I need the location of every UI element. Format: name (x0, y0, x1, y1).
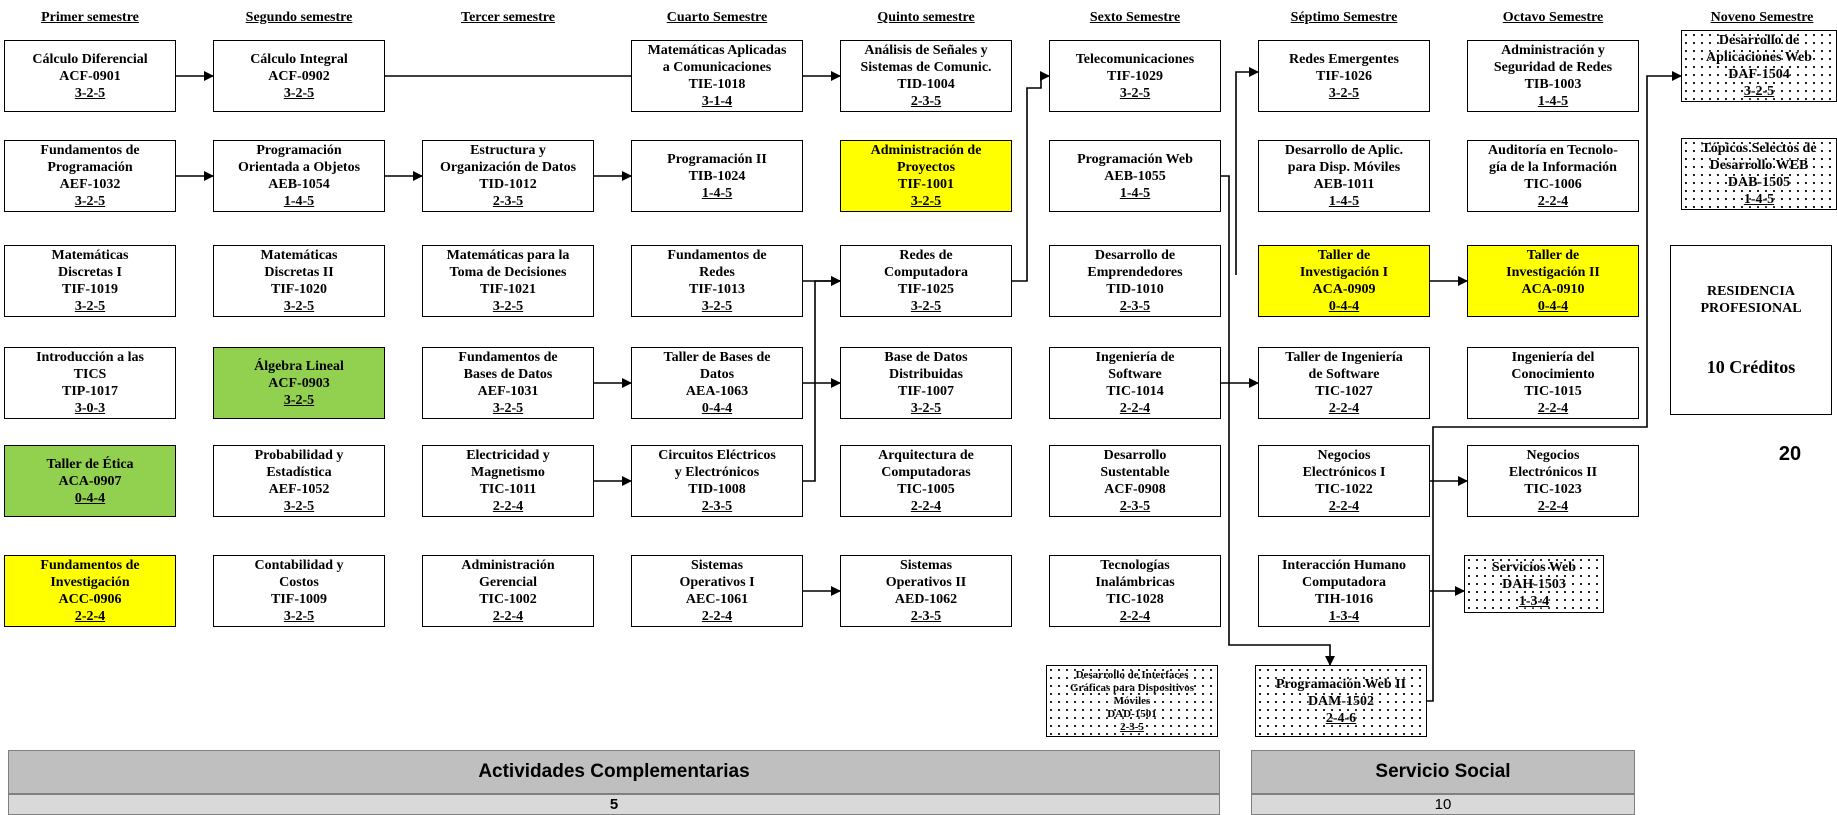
course-code: TIB-1003 (1524, 77, 1582, 92)
course-content (632, 42, 802, 110)
course-box (1049, 445, 1221, 517)
course-credits: 2-2-4 (1328, 499, 1360, 514)
course-title: Taller de Investigación II (1506, 248, 1600, 280)
course-credits: 1-4-5 (283, 194, 315, 209)
course-content (1050, 557, 1220, 625)
course-box (4, 347, 176, 419)
course-content (1468, 349, 1638, 417)
servicio-title: Servicio Social (1251, 750, 1635, 794)
course-credits: 3-2-5 (74, 194, 106, 209)
course-title: Matemáticas Discretas II (260, 248, 338, 280)
course-content (632, 447, 802, 515)
course-title: Redes Emergentes (1288, 51, 1400, 67)
course-code: TID-1004 (897, 77, 955, 92)
course-box (1049, 40, 1221, 112)
course-title: Programación II (667, 151, 767, 167)
course-box (1464, 555, 1604, 613)
course-content (1259, 557, 1429, 625)
course-content (5, 142, 175, 210)
course-title: Contabilidad y Costos (254, 558, 344, 590)
course-credits: 2-3-5 (910, 94, 942, 109)
course-title: Servicios Web (1491, 559, 1577, 575)
course-box (1681, 138, 1837, 210)
course-code: TIF-1001 (898, 177, 954, 192)
course-box (840, 445, 1012, 517)
course-credits: 0-4-4 (1537, 299, 1569, 314)
residencia-box (1670, 245, 1832, 415)
course-content (1682, 140, 1836, 208)
course-box (1467, 245, 1639, 317)
course-code: DAD-1501 (1107, 707, 1157, 720)
course-code: AEB-1011 (1313, 177, 1375, 192)
course-box (1467, 445, 1639, 517)
course-box (4, 140, 176, 212)
course-box (1467, 347, 1639, 419)
semester-header-6: Sexto Semestre (1089, 10, 1181, 25)
course-code: TIC-1023 (1524, 482, 1582, 497)
course-code: AEA-1063 (685, 384, 749, 399)
course-code: TID-1008 (688, 482, 746, 497)
course-credits: 2-3-5 (910, 609, 942, 624)
course-code: AEF-1031 (477, 384, 539, 399)
course-title: Administración Gerencial (461, 558, 555, 590)
course-title: Ingeniería del Conocimiento (1511, 350, 1595, 382)
course-title: Base de Datos Distribuidas (884, 350, 968, 382)
course-code: TID-1012 (479, 177, 537, 192)
course-content (423, 247, 593, 315)
course-content (1259, 247, 1429, 315)
course-title: Taller de Investigación I (1299, 248, 1389, 280)
course-credits: 2-2-4 (701, 609, 733, 624)
course-credits: 2-3-5 (1119, 299, 1151, 314)
course-credits: 3-2-5 (283, 299, 315, 314)
course-box (840, 40, 1012, 112)
course-code: AEB-1055 (1104, 168, 1166, 184)
course-credits: 2-2-4 (492, 609, 524, 624)
course-content (214, 247, 384, 315)
course-box (4, 245, 176, 317)
course-title: Telecomunicaciones (1075, 51, 1195, 67)
course-box (4, 40, 176, 112)
course-code: TIP-1017 (62, 384, 118, 399)
course-content (1047, 669, 1217, 734)
course-title: Desarrollo de Emprendedores (1087, 248, 1183, 280)
course-box (631, 555, 803, 627)
course-content (5, 456, 175, 507)
residencia-title: RESIDENCIA PROFESIONAL (1700, 283, 1802, 316)
course-credits: 3-0-3 (74, 401, 106, 416)
course-content (841, 557, 1011, 625)
course-credits: 1-3-4 (1518, 593, 1550, 609)
course-credits: 1-4-5 (1119, 185, 1151, 201)
course-code: TIC-1028 (1106, 592, 1164, 607)
course-title: Matemáticas para la Toma de Decisiones (446, 248, 570, 280)
course-title: Taller de Ingeniería de Software (1285, 350, 1403, 382)
course-title: Desarrollo Sustentable (1100, 448, 1170, 480)
course-box (631, 140, 803, 212)
course-title: Fundamentos de Bases de Datos (458, 350, 558, 382)
actividades-title: Actividades Complementarias (8, 750, 1220, 794)
course-credits: 2-3-5 (701, 499, 733, 514)
course-code: ACA-0909 (1312, 282, 1376, 297)
course-box (422, 140, 594, 212)
course-box (1258, 555, 1430, 627)
course-title: Electricidad y Magnetismo (466, 448, 550, 480)
course-code: TIC-1027 (1315, 384, 1373, 399)
course-box (1467, 40, 1639, 112)
course-credits: 1-4-5 (1328, 194, 1360, 209)
course-code: DAF-1504 (1728, 67, 1790, 82)
course-title: Cálculo Diferencial (32, 51, 148, 67)
course-box (1258, 445, 1430, 517)
course-title: Negocios Electrónicos I (1302, 448, 1386, 480)
course-title: Desarrollo de Aplicaciones Web (1706, 33, 1812, 65)
course-title: Redes de Computadora (883, 248, 968, 280)
course-code: DAH-1503 (1502, 576, 1566, 592)
course-code: ACF-0903 (268, 375, 330, 391)
course-content (1468, 247, 1638, 315)
course-content (214, 142, 384, 210)
course-content (1050, 247, 1220, 315)
course-content (423, 447, 593, 515)
course-credits: 3-2-5 (910, 194, 942, 209)
course-code: TIF-1009 (271, 592, 327, 607)
course-code: ACA-0907 (58, 473, 122, 489)
course-title: Probabilidad y Estadística (254, 448, 344, 480)
course-content (841, 247, 1011, 315)
course-title: Taller de Ética (46, 456, 134, 472)
course-title: Análisis de Señales y Sistemas de Comunic. (860, 43, 992, 75)
course-title: Negocios Electrónicos II (1508, 448, 1598, 480)
course-code: DAB-1505 (1727, 175, 1791, 190)
course-title: Álgebra Lineal (254, 358, 344, 374)
course-title: Administración y Seguridad de Redes (1493, 43, 1613, 75)
course-code: AEF-1032 (59, 177, 121, 192)
semester-header-8: Octavo Semestre (1502, 10, 1604, 25)
course-content (632, 349, 802, 417)
course-box (1046, 665, 1218, 737)
course-credits: 3-2-5 (74, 299, 106, 314)
semester-header-4: Cuarto Semestre (666, 10, 768, 25)
residencia-content (1671, 283, 1831, 378)
course-credits: 2-2-4 (1119, 609, 1151, 624)
course-code: DAM-1502 (1307, 693, 1375, 709)
course-credits: 2-2-4 (1119, 401, 1151, 416)
course-box (422, 445, 594, 517)
course-credits: 1-3-4 (1328, 609, 1360, 624)
course-code: ACF-0908 (1104, 482, 1166, 497)
course-content (1465, 559, 1603, 610)
course-content (1259, 447, 1429, 515)
course-content (1682, 32, 1836, 100)
course-box (422, 347, 594, 419)
course-box (1049, 140, 1221, 212)
course-credits: 3-2-5 (283, 392, 315, 408)
course-box (422, 245, 594, 317)
course-content (1468, 447, 1638, 515)
course-code: ACF-0901 (59, 68, 121, 84)
course-box (1258, 245, 1430, 317)
course-title: Sistemas Operativos II (885, 558, 967, 590)
course-code: TIF-1021 (480, 282, 536, 297)
course-box (840, 555, 1012, 627)
course-credits: 2-2-4 (74, 609, 106, 624)
course-title: Circuitos Eléctricos y Electrónicos (658, 448, 776, 480)
course-content (5, 349, 175, 417)
course-box (631, 347, 803, 419)
course-content (423, 349, 593, 417)
course-box (213, 555, 385, 627)
course-code: TIC-1005 (897, 482, 955, 497)
course-content (632, 151, 802, 202)
course-credits: 2-2-4 (910, 499, 942, 514)
course-title: Fundamentos de Investigación (40, 558, 140, 590)
course-title: Fundamentos de Redes (667, 248, 767, 280)
course-code: TIC-1006 (1524, 177, 1582, 192)
course-title: Sistemas Operativos I (679, 558, 755, 590)
course-credits: 2-3-5 (1119, 499, 1151, 514)
course-box (213, 40, 385, 112)
course-code: TIF-1026 (1316, 68, 1372, 84)
course-title: Taller de Bases de Datos (663, 350, 771, 382)
course-credits: 2-4-6 (1325, 710, 1357, 726)
course-content (214, 447, 384, 515)
course-code: AED-1062 (894, 592, 958, 607)
semester-header-1: Primer semestre (41, 10, 139, 25)
course-content (841, 349, 1011, 417)
course-credits: 2-3-5 (1120, 720, 1144, 733)
course-content (1468, 142, 1638, 210)
course-code: TIC-1015 (1524, 384, 1582, 399)
course-box (213, 445, 385, 517)
course-credits: 3-1-4 (701, 94, 733, 109)
course-content (841, 42, 1011, 110)
course-credits: 3-2-5 (283, 609, 315, 624)
actividades-value: 5 (8, 794, 1220, 815)
course-code: TIC-1022 (1315, 482, 1373, 497)
course-content (5, 247, 175, 315)
course-code: TIF-1020 (271, 282, 327, 297)
semester-header-2: Segundo semestre (245, 10, 353, 25)
course-box (213, 140, 385, 212)
course-credits: 3-2-5 (910, 401, 942, 416)
course-content (214, 557, 384, 625)
course-credits: 3-2-5 (492, 401, 524, 416)
course-box (1049, 347, 1221, 419)
course-content (1259, 142, 1429, 210)
course-code: TIB-1024 (688, 168, 746, 184)
course-credits: 2-2-4 (1537, 194, 1569, 209)
course-box (631, 445, 803, 517)
course-content (1259, 51, 1429, 102)
course-box (1258, 140, 1430, 212)
course-content (1050, 447, 1220, 515)
course-code: ACF-0902 (268, 68, 330, 84)
course-credits: 1-4-5 (1743, 192, 1775, 207)
course-title: Matemáticas Aplicadas a Comunicaciones (647, 43, 787, 75)
course-content (1050, 349, 1220, 417)
course-title: Interacción Humano Computadora (1281, 558, 1407, 590)
course-code: TIF-1013 (689, 282, 745, 297)
course-box (631, 245, 803, 317)
course-title: Administración de Proyectos (870, 143, 982, 175)
course-title: Arquitectura de Computadoras (878, 448, 974, 480)
course-credits: 1-4-5 (701, 185, 733, 201)
course-box (840, 347, 1012, 419)
prerequisite-arrow (1012, 76, 1049, 281)
course-code: TIC-1014 (1106, 384, 1164, 399)
course-code: TID-1010 (1106, 282, 1164, 297)
course-content (423, 557, 593, 625)
course-credits: 2-2-4 (1537, 401, 1569, 416)
course-credits: 2-3-5 (492, 194, 524, 209)
course-title: Desarrollo de Aplic. para Disp. Móviles (1284, 143, 1404, 175)
course-content (1468, 42, 1638, 110)
course-content (5, 51, 175, 102)
semester-header-3: Tercer semestre (461, 10, 555, 25)
course-code: AEB-1054 (268, 177, 330, 192)
course-credits: 3-2-5 (283, 85, 315, 101)
course-box (1255, 665, 1427, 737)
course-box (1467, 140, 1639, 212)
course-credits: 3-2-5 (1119, 85, 1151, 101)
course-title: Tecnologías Inalámbricas (1095, 558, 1175, 590)
course-code: ACA-0910 (1521, 282, 1585, 297)
course-title: Fundamentos de Programación (40, 143, 140, 175)
course-credits: 2-2-4 (492, 499, 524, 514)
course-content (5, 557, 175, 625)
course-box (1681, 30, 1837, 102)
course-code: TIF-1025 (898, 282, 954, 297)
course-content (1256, 676, 1426, 727)
course-content (632, 557, 802, 625)
semester-header-9: Noveno Semestre (1710, 10, 1814, 25)
course-box (4, 445, 176, 517)
course-code: ACC-0906 (58, 592, 122, 607)
course-content (214, 51, 384, 102)
course-title: Ingeniería de Software (1095, 350, 1175, 382)
course-title: Matemáticas Discretas I (51, 248, 129, 280)
course-box (840, 140, 1012, 212)
course-code: TIF-1007 (898, 384, 954, 399)
course-title: Programación Web (1077, 151, 1193, 167)
course-credits: 3-2-5 (74, 85, 106, 101)
course-credits: 3-2-5 (492, 299, 524, 314)
course-box (213, 245, 385, 317)
course-content (632, 247, 802, 315)
course-title: Programación Web II (1275, 676, 1407, 692)
residencia-credits: 10 Créditos (1706, 356, 1796, 377)
course-content (841, 447, 1011, 515)
prerequisite-arrow (1236, 72, 1258, 275)
course-credits: 2-2-4 (1328, 401, 1360, 416)
prerequisite-arrow (803, 281, 840, 481)
course-box (840, 245, 1012, 317)
course-box (1049, 555, 1221, 627)
course-box (213, 347, 385, 419)
course-code: TIH-1016 (1314, 592, 1374, 607)
course-content (214, 358, 384, 409)
course-code: AEF-1052 (268, 482, 330, 497)
course-credits: 0-4-4 (1328, 299, 1360, 314)
course-credits: 3-2-5 (701, 299, 733, 314)
servicio-value: 10 (1251, 794, 1635, 815)
course-title: Auditoría en Tecnolo- gía de la Información (1488, 143, 1618, 175)
course-title: Estructura y Organización de Datos (439, 143, 577, 175)
course-title: Tópicos Selectos de Desarrollo WEB (1701, 141, 1817, 173)
course-title: Desarrollo de Interfaces Gráficas para Dispositivos Móviles (1069, 668, 1195, 707)
course-box (1258, 347, 1430, 419)
course-credits: 0-4-4 (701, 401, 733, 416)
course-box (1258, 40, 1430, 112)
course-code: TIE-1018 (688, 77, 746, 92)
course-content (841, 142, 1011, 210)
course-title: Introducción a las TICS (36, 350, 144, 382)
course-code: TIF-1019 (62, 282, 118, 297)
course-credits: 3-2-5 (910, 299, 942, 314)
course-content (1259, 349, 1429, 417)
course-content (423, 142, 593, 210)
course-credits: 3-2-5 (283, 499, 315, 514)
course-box (1049, 245, 1221, 317)
course-content (1050, 151, 1220, 202)
course-title: Programación Orientada a Objetos (237, 143, 361, 175)
course-code: TIC-1002 (479, 592, 537, 607)
course-code: AEC-1061 (685, 592, 749, 607)
course-code: TIC-1011 (479, 482, 537, 497)
course-code: TIF-1029 (1107, 68, 1163, 84)
course-credits: 0-4-4 (74, 490, 106, 506)
course-box (4, 555, 176, 627)
residencia-total: 20 (1778, 443, 1802, 465)
course-credits: 2-2-4 (1537, 499, 1569, 514)
course-box (422, 555, 594, 627)
semester-header-7: Séptimo Semestre (1290, 10, 1398, 25)
semester-header-5: Quinto semestre (877, 10, 975, 25)
course-box (631, 40, 803, 112)
course-credits: 3-2-5 (1328, 85, 1360, 101)
course-content (1050, 51, 1220, 102)
course-credits: 3-2-5 (1743, 84, 1775, 99)
course-title: Cálculo Integral (250, 51, 348, 67)
course-credits: 1-4-5 (1537, 94, 1569, 109)
